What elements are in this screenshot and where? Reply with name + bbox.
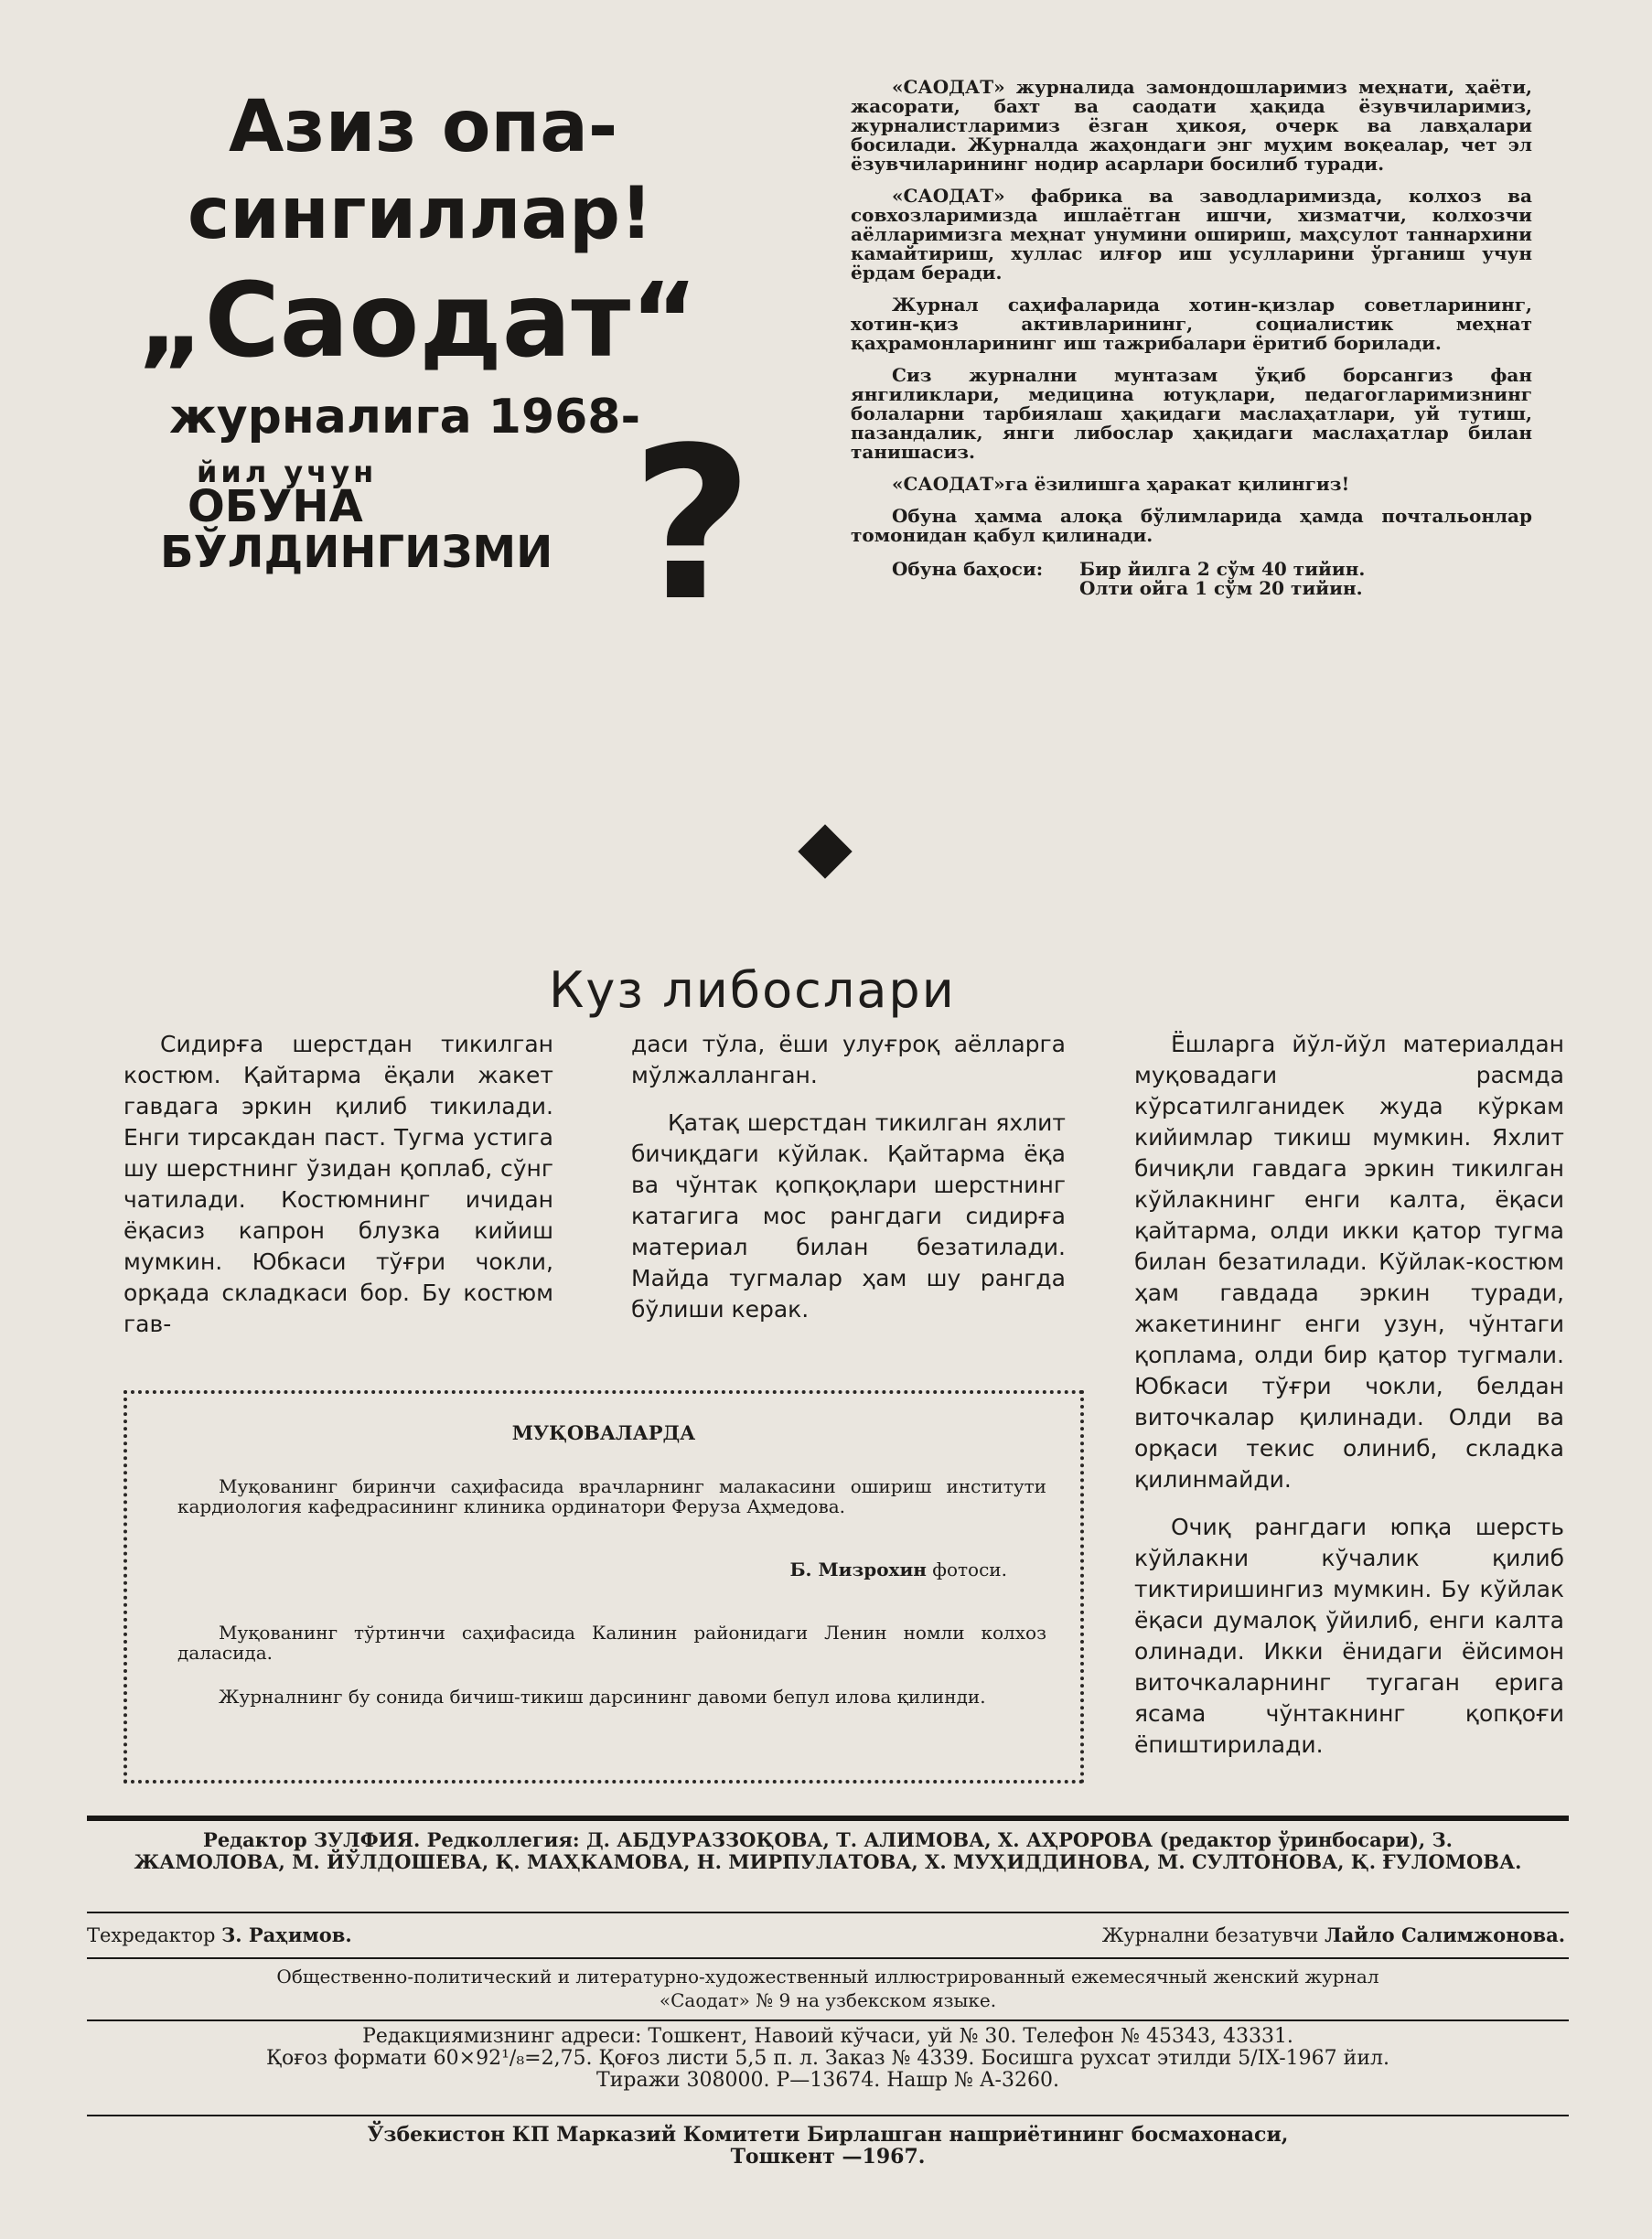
ad-paragraph-2: «САОДАТ» фабрика ва заводларимизда, колхоз ва совхозларимизда ишлаётган ишчи, хизматчи, колхозчи аёлларимизга меҳнат унумини ошириш, маҳсулот таннархини камайтириш, хуллас илғор иш усулларини ўрганиш учун ёрдам беради. bbox=[851, 185, 1532, 284]
divider bbox=[87, 2115, 1569, 2116]
ad-paragraph-5: «САОДАТ»га ёзилишга ҳаракат қилингиз! bbox=[892, 473, 1350, 495]
article-paragraph: Очиқ рангдаги юпқа шерсть кўйлакни кўчалик қилиб тиктиришингиз мумкин. Бу кўйлак ёқаси думалоқ ўйилиб, енги калта олинади. Икки ёнидаги ёйсимон виточкаларнинг тугаган ерига ясама чўнтакнинг қопқоғи ёпиштирилади. bbox=[1134, 1514, 1564, 1758]
tech-editor bbox=[87, 1923, 352, 1946]
address-line-3: Тиражи 308000. Р—13674. Нашр № А-3260. bbox=[596, 2069, 1059, 2092]
designer-label: Журнални безатувчи bbox=[1101, 1924, 1319, 1946]
cover-notes-title: МУҚОВАЛАРДА bbox=[511, 1421, 696, 1444]
article-title: Куз либослари bbox=[549, 961, 956, 1020]
article-column-1 bbox=[123, 1029, 553, 1356]
cover-notes-box bbox=[123, 1390, 1084, 1784]
diamond-ornament-icon bbox=[798, 824, 852, 878]
ad-paragraph-4: Сиз журнални мунтазам ўқиб борсангиз фан янгиликлари, медицина ютуқлари, педагогларимизнинг болаларни тарбиялаш ҳақидаги маслаҳатлари, уй тутиш, пазандалик, янги либослар ҳақидаги маслаҳатлар билан танишасиз. bbox=[851, 364, 1532, 463]
cover-note-3: Журналнинг бу сонида бичиш-тикиш дарсининг давоми бепул илова қилинди. bbox=[219, 1686, 986, 1708]
footer-divider bbox=[87, 1816, 1569, 1821]
divider bbox=[87, 1957, 1569, 1959]
ad-magazine-name: „Саодат“ bbox=[137, 262, 698, 380]
ad-headline-line-2: сингиллар! bbox=[188, 173, 653, 255]
printer-line-1: Ўзбекистон КП Марказий Комитети Бирлашган нашриётининг босмахонаси, bbox=[367, 2123, 1289, 2147]
ad-headline-line-7: БЎЛДИНГИЗМИ bbox=[160, 527, 553, 578]
photo-credit bbox=[789, 1559, 1007, 1580]
price-year: Бир йилга 2 сўм 40 тийин. bbox=[1079, 558, 1366, 580]
tech-editor-name: З. Раҳимов. bbox=[221, 1923, 352, 1946]
tech-editor-label: Техредактор bbox=[87, 1924, 216, 1946]
price-label: Обуна баҳоси: bbox=[892, 558, 1044, 580]
price-half-year: Олти ойга 1 сўм 20 тийин. bbox=[1079, 577, 1363, 599]
article-paragraph: даси тўла, ёши улуғроқ аёлларга мўлжалланган. bbox=[631, 1031, 1066, 1088]
journal-description-line-2: «Саодат» № 9 на узбекском языке. bbox=[659, 1989, 997, 2011]
ad-paragraph-6: Обуна ҳамма алоқа бўлимларида ҳамда почтальонлар томонидан қабул қилинади. bbox=[851, 505, 1532, 546]
journal-description bbox=[87, 1965, 1569, 2012]
journal-description-line-1: Общественно-политический и литературно-художественный иллюстрированный ежемесячный женский журнал bbox=[276, 1966, 1379, 1987]
divider bbox=[87, 1912, 1569, 1913]
article-paragraph: Сидирға шерстдан тикилган костюм. Қайтарма ёқали жакет гавдага эркин қилиб тикилади. Енги тирсакдан паст. Тугма устига шу шерстнинг ўзидан қоплаб, сўнг чатилади. Костюмнинг ичидан ёқасиз капрон блузка кийиш мумкин. Юбкаси тўғри чокли, орқада складкаси бор. Бу костюм гав- bbox=[123, 1031, 553, 1337]
photo-credit-name: Б. Мизрохин bbox=[789, 1559, 927, 1580]
article-column-3 bbox=[1134, 1029, 1564, 1777]
ad-paragraph-1: «САОДАТ» журналида замондошларимиз меҳнати, ҳаёти, жасорати, бахт ва саодати ҳақида ёзувчиларимиз, журналистларимиз ёзган ҳикоя, очерк ва лавҳалари босилади. Журналда жаҳондаги энг муҳим воқеалар, чет эл ёзувчиларининг нодир асарлари босилиб туради. bbox=[851, 76, 1532, 175]
ad-headline-line-5: йил учун bbox=[197, 455, 378, 489]
ad-question-mark: ? bbox=[631, 403, 754, 648]
cover-note-1: Муқованинг биринчи саҳифасида врачларнинг малакасини ошириш институти кардиология кафедрасининг клиника ординатори Феруза Аҳмедова. bbox=[177, 1475, 1046, 1517]
article-paragraph: Қатақ шерстдан тикилган яхлит бичиқдаги кўйлак. Қайтарма ёқа ва чўнтак қопқоқлари шерстнинг катагига мос рангдаги сидирға материал билан безатилади. Майда тугмалар ҳам шу рангда бўлиши керак. bbox=[631, 1109, 1066, 1323]
photo-credit-word: фотоси. bbox=[932, 1559, 1007, 1580]
address-line-2: Қоғоз формати 60×92¹/₈=2,75. Қоғоз листи 5,5 п. л. Заказ № 4339. Босишга рухсат этилди 5/IX-1967 йил. bbox=[266, 2047, 1389, 2070]
ad-paragraph-3: Журнал саҳифаларида хотин-қизлар советларининг, хотин-қиз активларининг, социалистик меҳнат қаҳрамонларининг иш тажрибалари ёритиб борилади. bbox=[851, 294, 1532, 354]
divider bbox=[87, 2019, 1569, 2021]
publication-details bbox=[87, 2026, 1569, 2092]
printing-house bbox=[87, 2124, 1569, 2168]
designer-name: Лайло Салимжонова. bbox=[1325, 1923, 1565, 1946]
designer bbox=[1102, 1923, 1565, 1946]
address-line-1: Редакциямизнинг адреси: Тошкент, Навоий кўчаси, уй № 30. Телефон № 45343, 43331. bbox=[362, 2025, 1293, 2048]
cover-note-2: Муқованинг тўртинчи саҳифасида Калинин районидаги Ленин номли колхоз даласида. bbox=[177, 1622, 1046, 1664]
printer-line-2: Тошкент —1967. bbox=[730, 2145, 926, 2169]
editorial-board: Редактор ЗУЛФИЯ. Редколлегия: Д. АБДУРАЗЗОҚОВА, Т. АЛИМОВА, Х. АҲРОРОВА (редактор ўринбосари), З. ЖАМОЛОВА, М. ЙЎЛДОШЕВА, Қ. МАҲКАМОВА, Н. МИРПУЛАТОВА, Х. МУҲИДДИНОВА, М. СУЛТОНОВА, Қ. ҒУЛОМОВА. bbox=[134, 1828, 1522, 1873]
article-column-2 bbox=[631, 1029, 1066, 1342]
article-paragraph: Ёшларга йўл-йўл материалдан муқовадаги расмда кўрсатилганидек жуда кўркам кийимлар тикиш мумкин. Яхлит бичиқли гавдага эркин тикилган кўйлакнинг енги калта, ёқаси қайтарма, олди икки қатор тугма билан безатилади. Кўйлак-костюм ҳам гавдада эркин туради, жакетининг енги узун, чўнтаги қоплама, олди бир қатор тугмали. Юбкаси тўғри чокли, белдан виточкалар қилинади. Олди ва орқаси текис олиниб, складка қилинмайди. bbox=[1134, 1031, 1564, 1493]
ad-headline-line-4: журналига 1968- bbox=[169, 390, 641, 445]
ad-body bbox=[851, 78, 1532, 598]
ad-headline-line-1: Азиз опа- bbox=[229, 86, 618, 168]
ad-headline-line-6: ОБУНА bbox=[188, 481, 363, 532]
subscription-price bbox=[851, 560, 1532, 598]
